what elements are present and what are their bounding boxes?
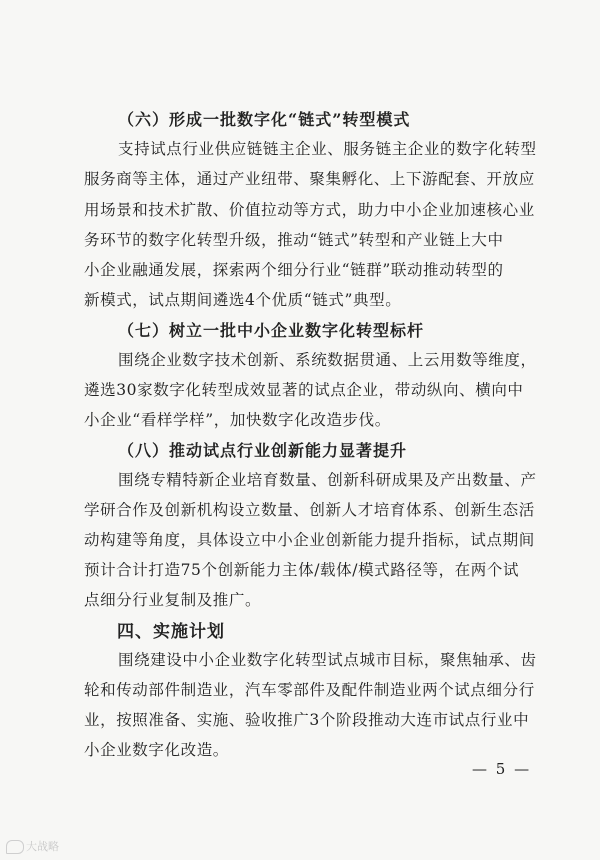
- paragraph-line: 围绕专精特新企业培育数量、创新科研成果及产出数量、产: [118, 471, 537, 489]
- paragraph-line: 学研合作及创新机构设立数量、创新人才培育体系、创新生态活: [84, 501, 535, 519]
- paragraph-line: 轮和传动部件制造业，汽车零部件及配件制造业两个试点细分行: [84, 681, 535, 699]
- paragraph-line: 业，按照准备、实施、验收推广3个阶段推动大连市试点行业中: [84, 711, 530, 729]
- paragraph-line: 务环节的数字化转型升级，推动“链式”转型和产业链上大中: [84, 231, 504, 249]
- paragraph-line: 预计合计打造75个创新能力主体/载体/模式路径等，在两个试: [84, 561, 520, 579]
- watermark-logo-icon: [6, 840, 24, 854]
- page-number: — 5 —: [472, 760, 532, 778]
- paragraph-line: 小企业数字化改造。: [84, 741, 229, 759]
- paragraph-line: 点细分行业复制及推广。: [84, 591, 262, 609]
- paragraph-line: 用场景和技术扩散、价值拉动等方式，助力中小企业加速核心业: [84, 201, 535, 219]
- paragraph-line: 小企业融通发展，探索两个细分行业“链群”联动推动转型的: [84, 261, 504, 279]
- section-heading-8: （八）推动试点行业创新能力显著提升: [118, 441, 408, 460]
- watermark: [6, 838, 59, 854]
- paragraph-line: 围绕建设中小企业数字化转型试点城市目标，聚焦轴承、齿: [118, 651, 537, 669]
- watermark-text: 大战略: [26, 840, 59, 853]
- paragraph-line: 支持试点行业供应链链主企业、服务链主企业的数字化转型: [118, 140, 537, 158]
- section-heading-6: （六）形成一批数字化“链式”转型模式: [118, 110, 411, 129]
- section-heading-implementation-plan: 四、实施计划: [117, 622, 225, 642]
- paragraph-line: 小企业“看样学样”，加快数字化改造步伐。: [84, 411, 391, 429]
- paragraph-line: 遴选30家数字化转型成效显著的试点企业，带动纵向、横向中: [84, 381, 524, 399]
- paragraph-line: 服务商等主体，通过产业纽带、聚集孵化、上下游配套、开放应: [84, 170, 535, 188]
- paragraph-line: 动构建等角度，具体设立中小企业创新能力提升指标，试点期间: [84, 531, 535, 549]
- paragraph-line: 新模式，试点期间遴选4个优质“链式”典型。: [84, 291, 402, 309]
- section-heading-7: （七）树立一批中小企业数字化转型标杆: [118, 321, 425, 340]
- paragraph-line: 围绕企业数字技术创新、系统数据贯通、上云用数等维度，: [118, 351, 537, 369]
